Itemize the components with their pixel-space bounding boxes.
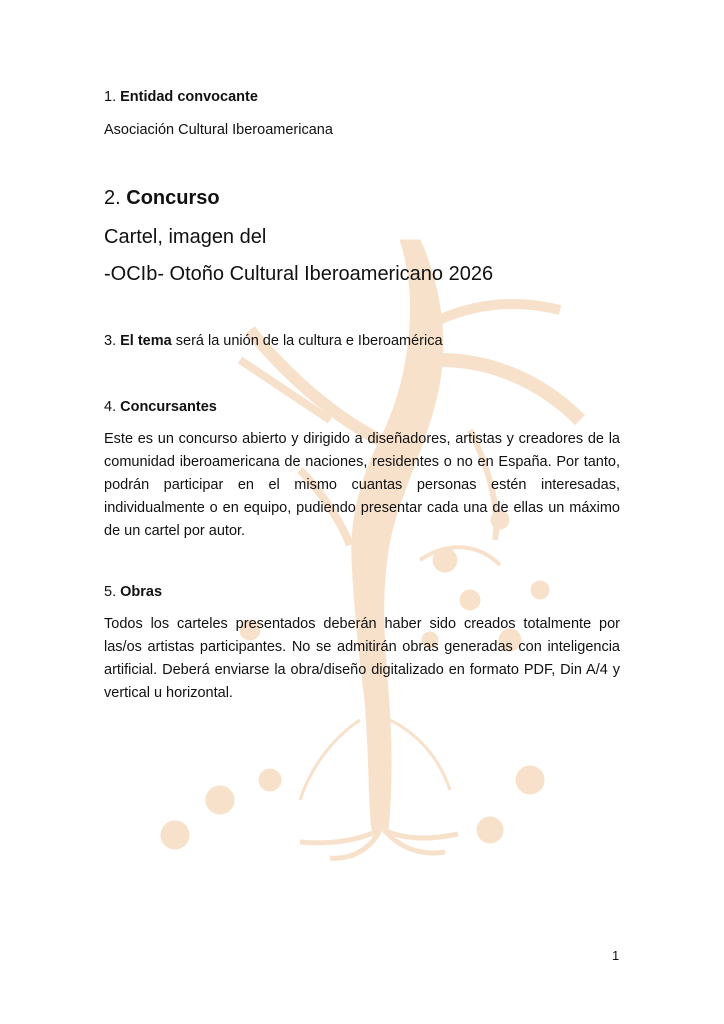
section-4-title xyxy=(104,398,217,416)
section-2-line-2: -OCIb- Otoño Cultural Iberoamericano 2026 xyxy=(104,263,494,285)
section-2-title xyxy=(104,186,220,210)
section-3-heading: El tema xyxy=(120,333,172,349)
section-1-title xyxy=(104,88,258,106)
section-5-title xyxy=(104,583,162,601)
section-2-number: 2. xyxy=(104,187,121,209)
section-3-number: 3. xyxy=(104,333,117,349)
section-5-body: Todos los carteles presentados deberán haber sido creados totalmente por las/os artistas participantes. No se admitirán obras generadas con inteligencia artificial. Deberá enviarse la obra/diseño digitalizado en formato PDF, Din A/4 y vertical u horizontal. xyxy=(104,616,620,701)
page-number: 1 xyxy=(612,948,620,963)
section-3-text: será la unión de la cultura e Iberoamérica xyxy=(175,333,443,349)
section-2-line-1: Cartel, imagen del xyxy=(104,226,267,248)
section-5-heading: Obras xyxy=(120,584,163,600)
section-1-number: 1. xyxy=(104,89,117,105)
section-3-title xyxy=(104,332,443,350)
section-5-number: 5. xyxy=(104,584,117,600)
section-4-body: Este es un concurso abierto y dirigido a diseñadores, artistas y creadores de la comunidad iberoamericana de naciones, residentes o no en España. Por tanto, podrán participar en el mismo cuantas personas estén interesadas, individualmente o en equipo, pudiendo presentar cada una de ellas un máximo de un cartel por autor. xyxy=(104,431,620,539)
section-4-heading: Concursantes xyxy=(120,399,217,415)
section-1-heading: Entidad convocante xyxy=(120,89,258,105)
section-1-body: Asociación Cultural Iberoamericana xyxy=(104,122,333,138)
section-2-heading: Concurso xyxy=(126,187,220,209)
section-4-number: 4. xyxy=(104,399,117,415)
